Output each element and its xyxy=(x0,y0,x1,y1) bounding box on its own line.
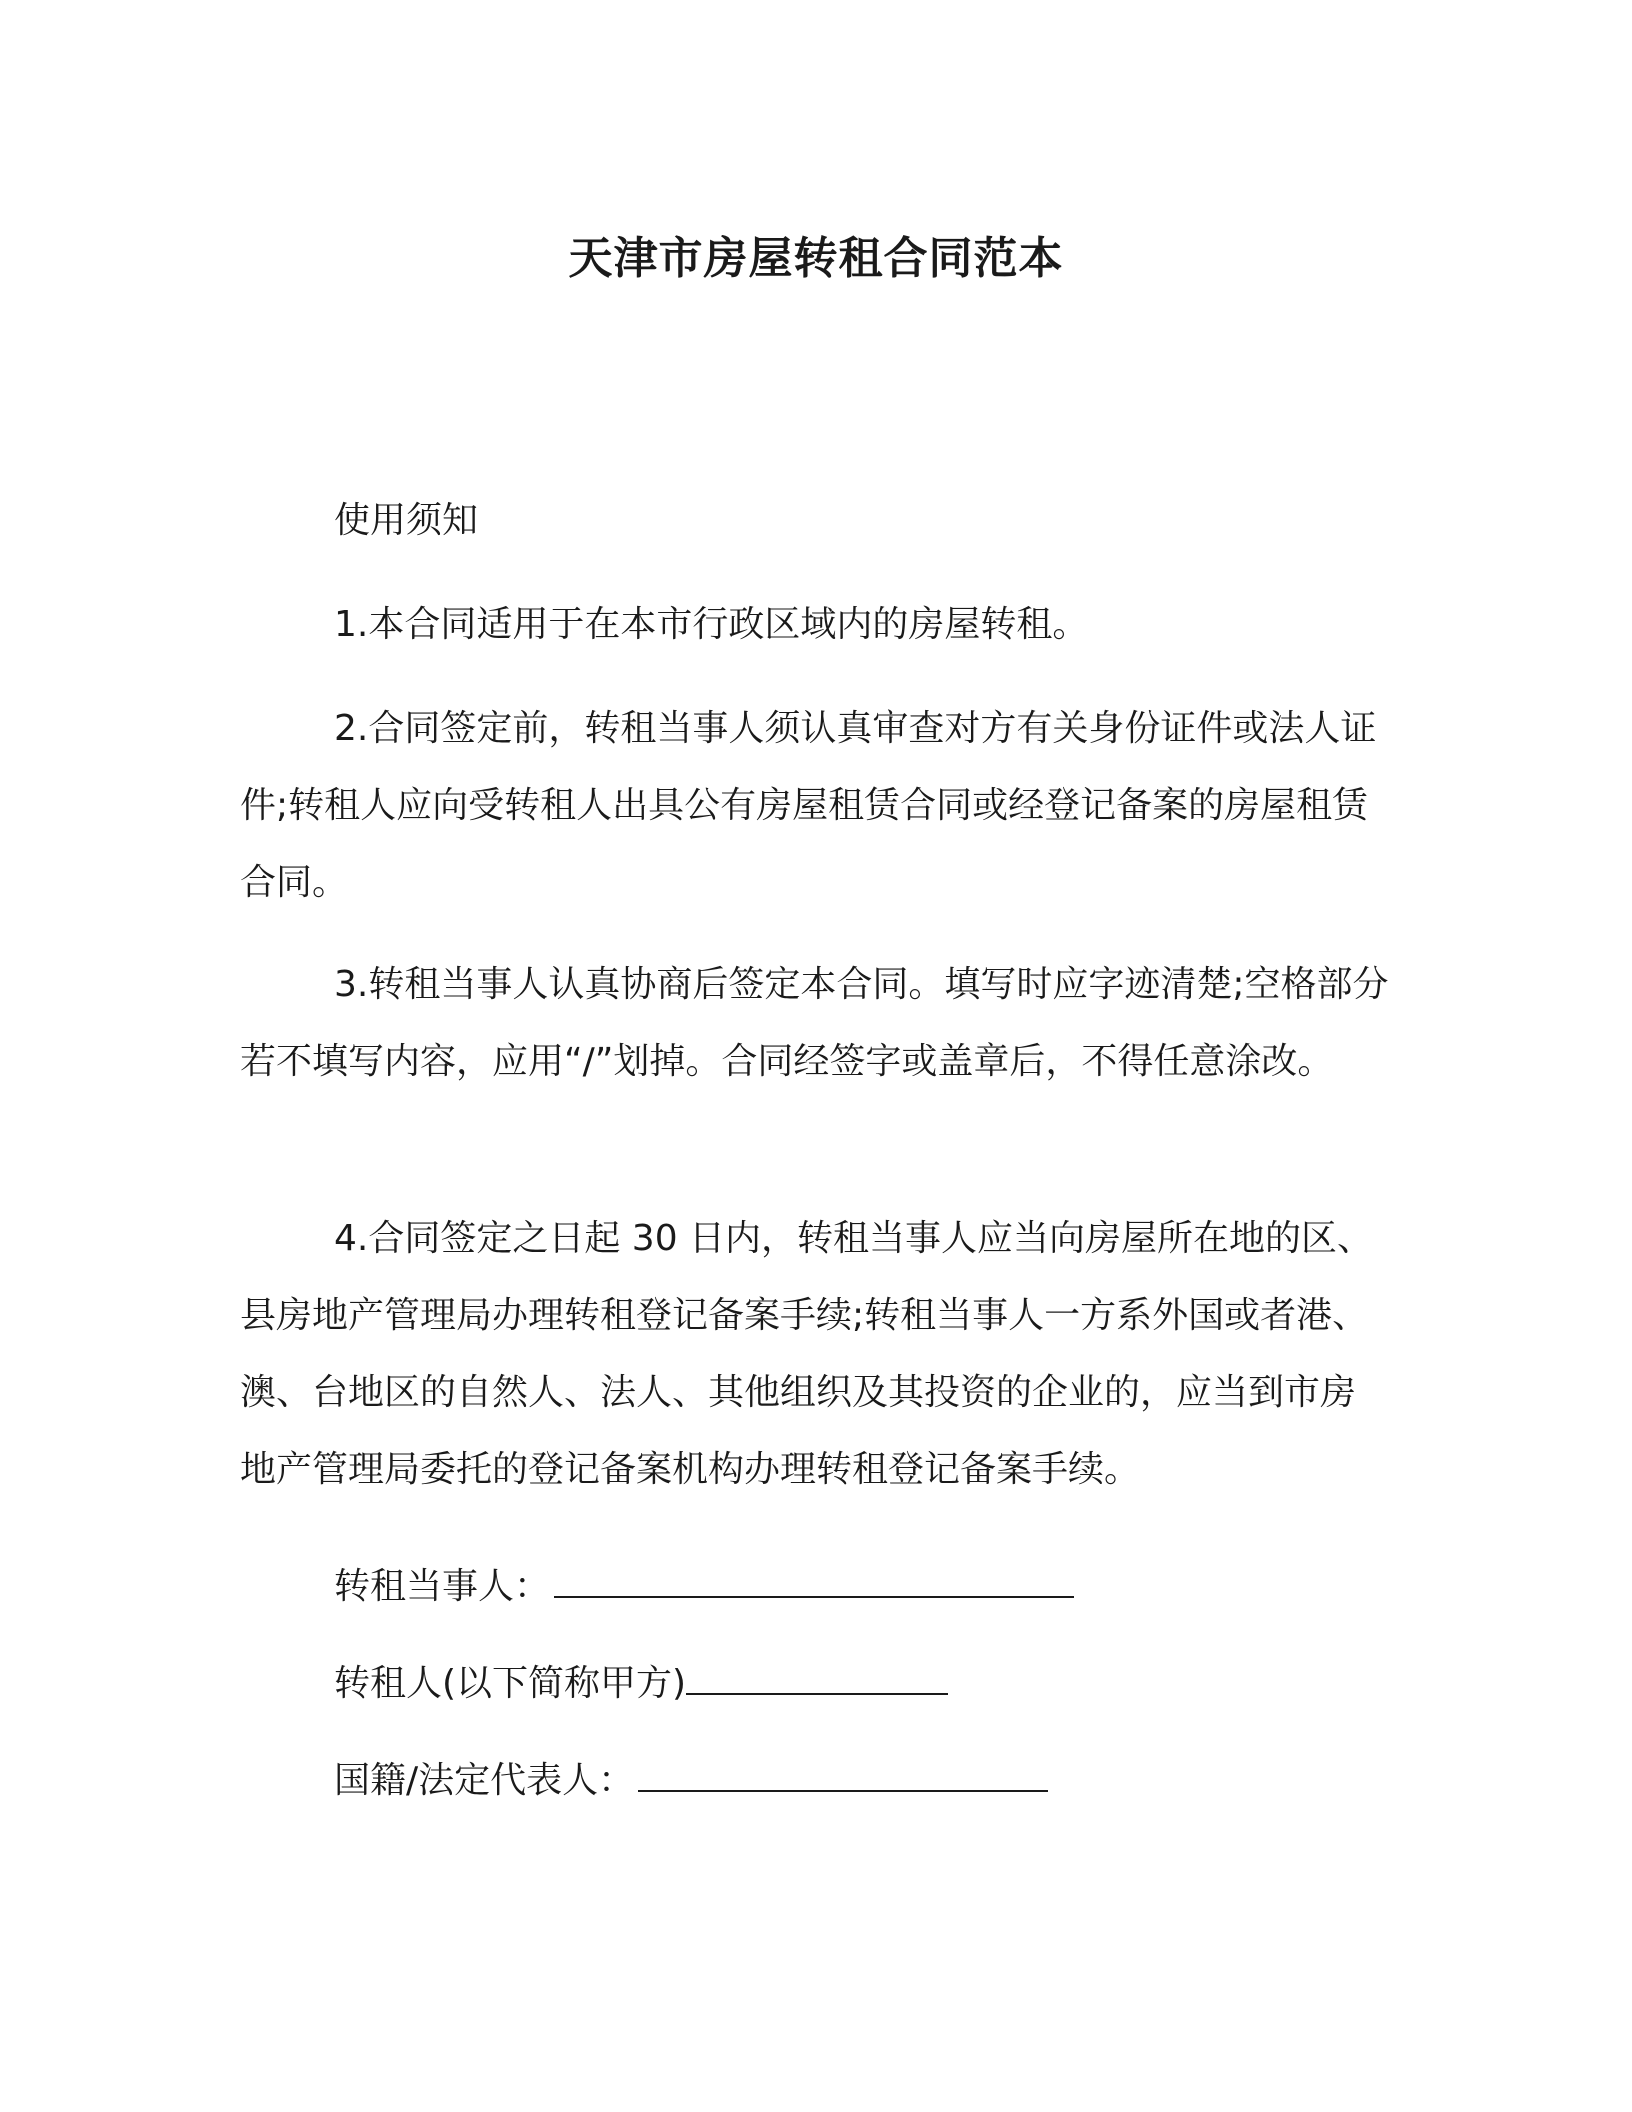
sublessor-blank[interactable] xyxy=(686,1657,948,1695)
notice-paragraph-3: 3.转租当事人认真协商后签定本合同。填写时应字迹清楚;空格部分若不填写内容，应用“/”划掉。合同经签字或盖章后，不得任意涂改。 xyxy=(240,964,1389,1082)
document-title: 天津市房屋转租合同范本 xyxy=(568,233,1064,284)
sublease-party-field xyxy=(334,1558,1074,1609)
sublessor-field xyxy=(334,1655,948,1706)
notice-paragraph-2: 2.合同签定前，转租当事人须认真审查对方有关身份证件或法人证件;转租人应向受转租人出具公有房屋租赁合同或经登记备案的房屋租赁合同。 xyxy=(240,708,1377,903)
notice-paragraph-1: 1.本合同适用于在本市行政区域内的房屋转租。 xyxy=(334,604,1089,645)
nationality-representative-field xyxy=(334,1752,1048,1803)
sublessor-label: 转租人(以下简称甲方) xyxy=(334,1663,687,1704)
nationality-representative-label: 国籍/法定代表人： xyxy=(334,1760,635,1801)
notice-heading: 使用须知 xyxy=(334,500,479,541)
notice-paragraph-4: 4.合同签定之日起 30 日内，转租当事人应当向房屋所在地的区、县房地产管理局办理转租登记备案手续;转租当事人一方系外国或者港、澳、台地区的自然人、法人、其他组织及其投资的企业的，应当到市房地产管理局委托的登记备案机构办理转租登记备案手续。 xyxy=(240,1218,1374,1490)
nationality-representative-blank[interactable] xyxy=(638,1754,1048,1792)
sublease-party-blank[interactable] xyxy=(554,1560,1074,1598)
sublease-party-label: 转租当事人： xyxy=(334,1566,551,1607)
